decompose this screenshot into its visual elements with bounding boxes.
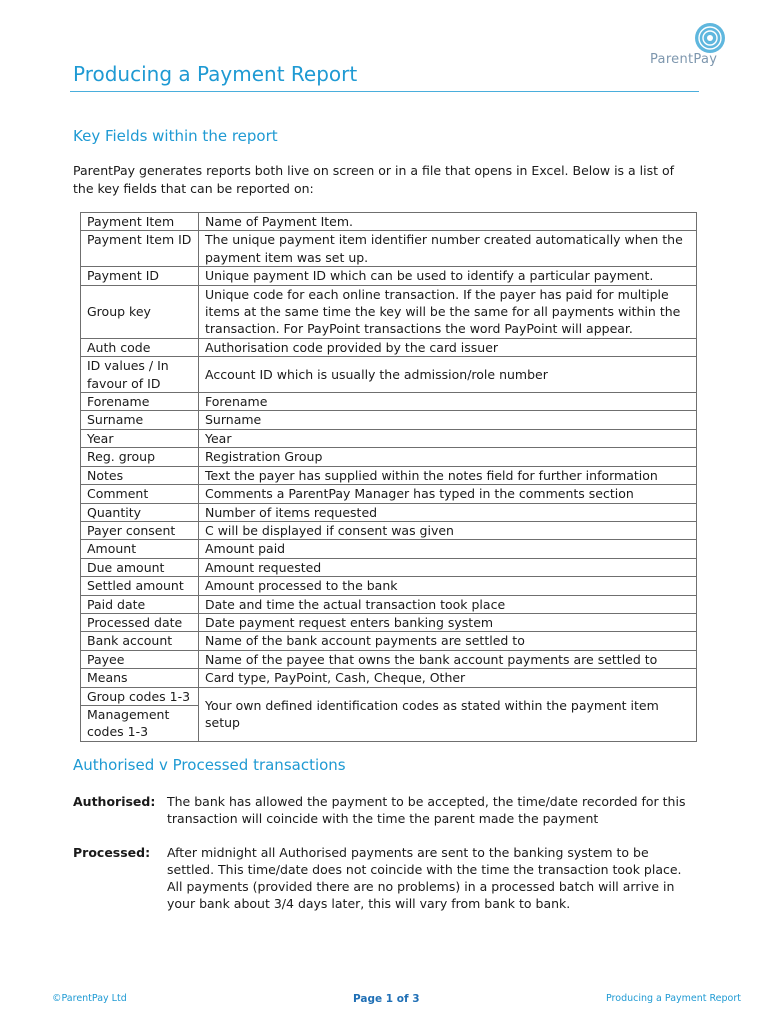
table-row (81, 613, 697, 631)
field-description: Comments a ParentPay Manager has typed in the comments section (199, 485, 697, 503)
field-description: Name of the payee that owns the bank account payments are settled to (199, 650, 697, 668)
field-name: Settled amount (81, 577, 199, 595)
table-row (81, 357, 697, 393)
field-description: Date and time the actual transaction took place (199, 595, 697, 613)
field-name: Bank account (81, 632, 199, 650)
field-name: Surname (81, 411, 199, 429)
table-row (81, 285, 697, 338)
logo-text: ParentPay (650, 52, 718, 67)
field-name: Amount (81, 540, 199, 558)
field-name: Due amount (81, 558, 199, 576)
definition-text: The bank has allowed the payment to be accepted, the time/date recorded for this transaction will coincide with the time the parent made the payment (167, 794, 686, 826)
parentpay-logo (648, 22, 728, 72)
footer-page-number: Page 1 of 3 (353, 993, 420, 1005)
table-row (81, 485, 697, 503)
field-description: Account ID which is usually the admission/role number (199, 357, 697, 393)
table-row (81, 338, 697, 356)
field-description: Year (199, 429, 697, 447)
field-description: C will be displayed if consent was given (199, 521, 697, 539)
table-row (81, 411, 697, 429)
field-description: Date payment request enters banking system (199, 613, 697, 631)
table-row (81, 687, 697, 705)
field-name: Payment Item (81, 213, 199, 231)
field-description: Amount requested (199, 558, 697, 576)
table-row (81, 669, 697, 687)
definition-text: After midnight all Authorised payments are sent to the banking system to be settled. This time/date does not coincide with the time the transaction took place. All payments (provided there are no problems) in a processed batch will arrive in your bank about 3/4 days later, this will vary from bank to bank. (167, 845, 682, 911)
field-description: Authorisation code provided by the card issuer (199, 338, 697, 356)
table-row (81, 521, 697, 539)
field-name: Quantity (81, 503, 199, 521)
field-description: Name of Payment Item. (199, 213, 697, 231)
field-name: Payment ID (81, 267, 199, 285)
table-row (81, 650, 697, 668)
section-heading-authorised-processed: Authorised v Processed transactions (73, 756, 346, 774)
key-fields-table (80, 212, 697, 742)
title-divider (70, 91, 699, 92)
field-name: Management codes 1-3 (81, 705, 199, 741)
field-description: The unique payment item identifier number created automatically when the payment item was set up. (199, 231, 697, 267)
field-name: Paid date (81, 595, 199, 613)
table-row (81, 503, 697, 521)
table-row (81, 267, 697, 285)
table-row (81, 429, 697, 447)
table-row (81, 558, 697, 576)
field-name: Comment (81, 485, 199, 503)
table-row (81, 448, 697, 466)
parentpay-globe-icon (694, 22, 726, 54)
table-row (81, 632, 697, 650)
field-description: Forename (199, 393, 697, 411)
field-description: Your own defined identification codes as stated within the payment item setup (199, 687, 697, 741)
footer-copyright: ©ParentPay Ltd (52, 993, 127, 1004)
field-name: Payer consent (81, 521, 199, 539)
section-heading-key-fields: Key Fields within the report (73, 127, 278, 145)
field-name: Auth code (81, 338, 199, 356)
field-name: Processed date (81, 613, 199, 631)
field-description: Number of items requested (199, 503, 697, 521)
field-name: ID values / In favour of ID (81, 357, 199, 393)
field-name: Payment Item ID (81, 231, 199, 267)
footer-document-title: Producing a Payment Report (606, 993, 741, 1004)
field-name: Forename (81, 393, 199, 411)
definition-term: Processed: (73, 845, 151, 860)
field-description: Unique code for each online transaction. If the payer has paid for multiple items at the same time the key will be the same for all payments within the transaction. For PayPoint transactions the word PayPoint will appear. (199, 285, 697, 338)
table-row (81, 595, 697, 613)
field-name: Reg. group (81, 448, 199, 466)
table-row (81, 231, 697, 267)
table-row (81, 577, 697, 595)
field-description: Amount paid (199, 540, 697, 558)
definition-term: Authorised: (73, 794, 156, 809)
table-row (81, 213, 697, 231)
field-description: Unique payment ID which can be used to identify a particular payment. (199, 267, 697, 285)
intro-paragraph: ParentPay generates reports both live on screen or in a file that opens in Excel. Below is a list of the key fields that can be reported on: (73, 163, 675, 196)
field-name: Year (81, 429, 199, 447)
field-description: Surname (199, 411, 697, 429)
field-name: Group key (81, 285, 199, 338)
field-name: Notes (81, 466, 199, 484)
field-description: Name of the bank account payments are settled to (199, 632, 697, 650)
table-row (81, 466, 697, 484)
field-description: Text the payer has supplied within the notes field for further information (199, 466, 697, 484)
field-description: Registration Group (199, 448, 697, 466)
field-name: Group codes 1-3 (81, 687, 199, 705)
table-row (81, 393, 697, 411)
page-title: Producing a Payment Report (73, 62, 358, 86)
field-description: Card type, PayPoint, Cash, Cheque, Other (199, 669, 697, 687)
table-row (81, 540, 697, 558)
field-description: Amount processed to the bank (199, 577, 697, 595)
field-name: Payee (81, 650, 199, 668)
field-name: Means (81, 669, 199, 687)
